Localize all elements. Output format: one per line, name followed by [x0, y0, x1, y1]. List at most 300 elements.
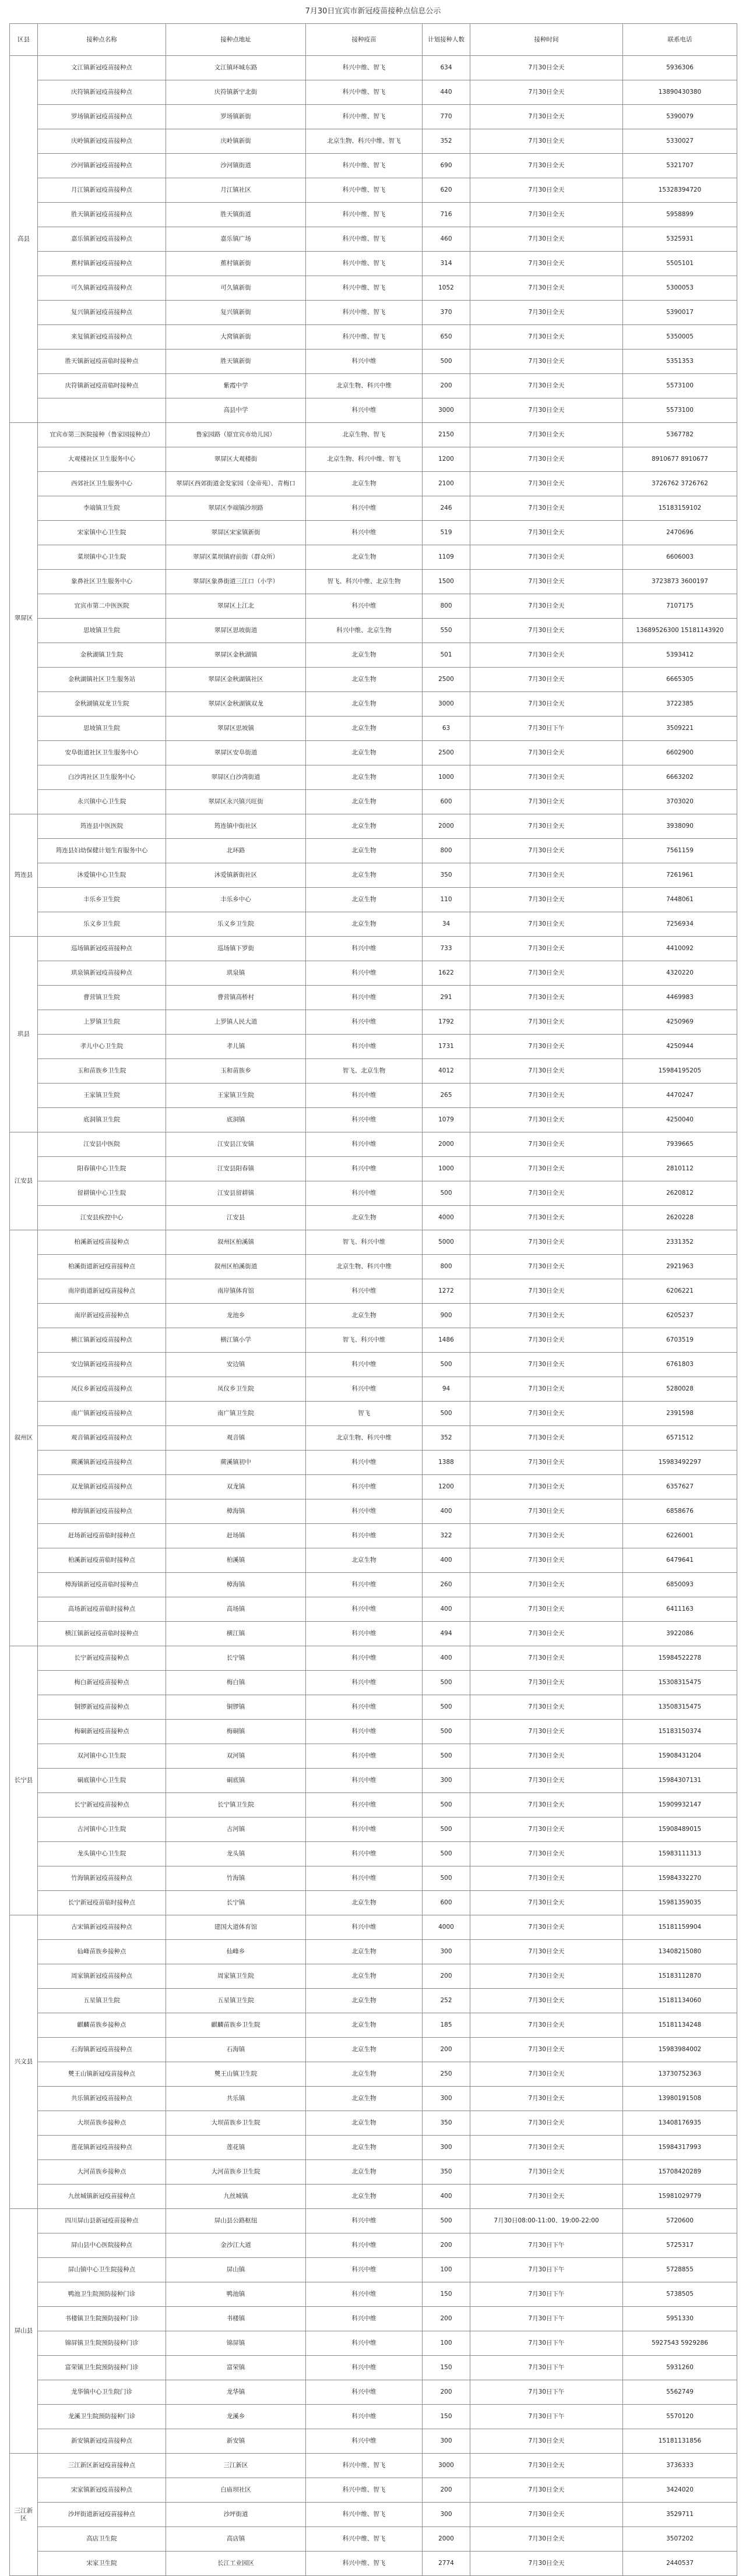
site-address-cell: 乐义乡卫生院	[166, 912, 306, 937]
site-address-cell: 大窝镇新街	[166, 325, 306, 350]
time-cell: 7月30日全天	[470, 912, 623, 937]
planned-count-cell: 2500	[423, 668, 470, 692]
vaccine-cell: 科兴中维	[306, 2429, 423, 2454]
site-name-cell: 赶场新冠疫苗临时接种点	[38, 1524, 166, 1548]
site-name-cell: 金秋湖镇双龙卫生院	[38, 692, 166, 717]
vaccine-cell: 北京生物、科兴中维	[306, 374, 423, 398]
time-cell: 7月30日全天	[470, 2552, 623, 2576]
site-address-cell: 九丝城镇	[166, 2185, 306, 2209]
site-address-cell: 可久镇新街	[166, 276, 306, 301]
planned-count-cell: 500	[423, 1793, 470, 1818]
phone-cell: 3509221	[623, 717, 737, 741]
planned-count-cell: 300	[423, 1769, 470, 1793]
planned-count-cell: 3000	[423, 398, 470, 423]
district-cell: 屏山县	[10, 2209, 38, 2454]
table-row	[10, 521, 737, 545]
planned-count-cell: 400	[423, 1548, 470, 1573]
time-cell: 7月30日全天	[470, 1279, 623, 1304]
planned-count-cell: 634	[423, 56, 470, 80]
phone-cell: 15183112870	[623, 1964, 737, 1989]
time-cell: 7月30日全天	[470, 643, 623, 668]
phone-cell: 5351353	[623, 350, 737, 374]
site-address-cell: 底洞镇	[166, 1108, 306, 1132]
phone-cell: 3723873 3600197	[623, 570, 737, 594]
time-cell: 7月30日全天	[470, 80, 623, 105]
planned-count-cell: 2000	[423, 814, 470, 839]
table-row	[10, 1695, 737, 1720]
vaccine-cell: 科兴中维	[306, 1793, 423, 1818]
table-row	[10, 1866, 737, 1891]
vaccine-cell: 科兴中维、智飞	[306, 2527, 423, 2552]
planned-count-cell: 1000	[423, 1157, 470, 1181]
site-address-cell: 曹营镇高桥村	[166, 986, 306, 1010]
vaccine-cell: 科兴中维、智飞	[306, 2478, 423, 2503]
site-address-cell: 仙峰乡	[166, 1940, 306, 1964]
phone-cell: 5390079	[623, 105, 737, 129]
table-row	[10, 2087, 737, 2111]
vaccine-cell: 科兴中维	[306, 2307, 423, 2331]
planned-count-cell: 519	[423, 521, 470, 545]
phone-cell: 15983492297	[623, 1451, 737, 1475]
time-cell: 7月30日全天	[470, 545, 623, 570]
time-cell: 7月30日全天	[470, 496, 623, 521]
header-planned-count: 计划接种人数	[423, 24, 470, 56]
site-name-cell: 蕨溪镇新冠疫苗接种点	[38, 1451, 166, 1475]
time-cell: 7月30日全天	[470, 1402, 623, 1426]
site-address-cell: 高店镇	[166, 2527, 306, 2552]
phone-cell: 3722385	[623, 692, 737, 717]
table-row	[10, 741, 737, 765]
site-name-cell: 樟海镇新冠疫苗接种点	[38, 1499, 166, 1524]
phone-cell: 2440537	[623, 2552, 737, 2576]
phone-cell: 5280028	[623, 1377, 737, 1402]
site-name-cell: 莲花镇新冠疫苗接种点	[38, 2136, 166, 2160]
planned-count-cell: 1052	[423, 276, 470, 301]
site-name-cell: 书楼镇卫生院预防接种门诊	[38, 2307, 166, 2331]
phone-cell: 7448061	[623, 888, 737, 912]
site-name-cell: 九丝城镇新冠疫苗接种点	[38, 2185, 166, 2209]
table-row	[10, 1328, 737, 1353]
phone-cell: 15981029779	[623, 2185, 737, 2209]
phone-cell: 6665305	[623, 668, 737, 692]
planned-count-cell: 770	[423, 105, 470, 129]
table-row	[10, 1059, 737, 1084]
site-name-cell: 乐义乡卫生院	[38, 912, 166, 937]
table-row	[10, 692, 737, 717]
table-row	[10, 1132, 737, 1157]
site-name-cell: 永兴镇中心卫生院	[38, 790, 166, 814]
site-address-cell: 共乐镇	[166, 2087, 306, 2111]
vaccine-cell: 北京生物	[306, 545, 423, 570]
table-row	[10, 1084, 737, 1108]
table-row	[10, 2478, 737, 2503]
site-address-cell: 翠屏区李端镇沙坝路	[166, 496, 306, 521]
time-cell: 7月30日08:00-11:00、19:00-22:00	[470, 2209, 623, 2233]
vaccine-cell: 科兴中维	[306, 1132, 423, 1157]
site-address-cell: 书楼镇	[166, 2307, 306, 2331]
table-row	[10, 888, 737, 912]
planned-count-cell: 350	[423, 2160, 470, 2185]
phone-cell: 5562749	[623, 2380, 737, 2405]
site-address-cell: 蕉村镇新街	[166, 252, 306, 276]
site-name-cell: 文江镇新冠疫苗接种点	[38, 56, 166, 80]
phone-cell: 4250944	[623, 1035, 737, 1059]
phone-cell: 5570120	[623, 2405, 737, 2429]
table-row	[10, 2111, 737, 2136]
vaccine-cell: 科兴中维、智飞	[306, 80, 423, 105]
table-row	[10, 1989, 737, 2013]
phone-cell: 3922086	[623, 1622, 737, 1646]
time-cell: 7月30日全天	[470, 1940, 623, 1964]
time-cell: 7月30日全天	[470, 2478, 623, 2503]
planned-count-cell: 500	[423, 1353, 470, 1377]
time-cell: 7月30日全天	[470, 2503, 623, 2527]
site-name-cell: 李端镇卫生院	[38, 496, 166, 521]
planned-count-cell: 500	[423, 1181, 470, 1206]
phone-cell: 15181131856	[623, 2429, 737, 2454]
table-row	[10, 1720, 737, 1744]
planned-count-cell: 1109	[423, 545, 470, 570]
site-name-cell: 阳春镇中心卫生院	[38, 1157, 166, 1181]
planned-count-cell: 620	[423, 178, 470, 203]
site-name-cell: 庆符镇新冠疫苗接种点	[38, 80, 166, 105]
vaccine-cell: 智飞	[306, 1402, 423, 1426]
time-cell: 7月30日全天	[470, 2160, 623, 2185]
planned-count-cell: 265	[423, 1084, 470, 1108]
time-cell: 7月30日全天	[470, 521, 623, 545]
district-cell: 筠连县	[10, 814, 38, 937]
vaccine-cell: 北京生物	[306, 1206, 423, 1230]
time-cell: 7月30日全天	[470, 1573, 623, 1597]
vaccine-cell: 科兴中维	[306, 350, 423, 374]
site-address-cell: 龙池乡	[166, 1304, 306, 1328]
planned-count-cell: 1622	[423, 961, 470, 986]
table-row	[10, 325, 737, 350]
time-cell: 7月30日全天	[470, 1744, 623, 1769]
site-name-cell: 大坝苗族乡接种点	[38, 2111, 166, 2136]
phone-cell: 6703519	[623, 1328, 737, 1353]
site-name-cell: 西郊社区卫生服务中心	[38, 472, 166, 496]
site-address-cell: 大坝苗族乡卫生院	[166, 2111, 306, 2136]
planned-count-cell: 600	[423, 790, 470, 814]
vaccine-cell: 北京生物、科兴中维	[306, 1426, 423, 1451]
site-address-cell: 龙溪乡	[166, 2405, 306, 2429]
district-cell: 叙州区	[10, 1230, 38, 1646]
phone-cell: 5393412	[623, 643, 737, 668]
planned-count-cell: 500	[423, 1818, 470, 1842]
vaccine-cell: 科兴中维	[306, 2282, 423, 2307]
site-name-cell: 思坡镇卫生院	[38, 619, 166, 643]
site-name-cell: 锦屏镇卫生院预防接种门诊	[38, 2331, 166, 2356]
site-name-cell: 象鼻社区卫生服务中心	[38, 570, 166, 594]
site-name-cell: 王家镇卫生院	[38, 1084, 166, 1108]
vaccine-cell: 北京生物	[306, 643, 423, 668]
site-name-cell: 南岸新冠疫苗接种点	[38, 1304, 166, 1328]
time-cell: 7月30日全天	[470, 1818, 623, 1842]
table-row	[10, 986, 737, 1010]
time-cell: 7月30日全天	[470, 1377, 623, 1402]
time-cell: 7月30日全天	[470, 594, 623, 619]
phone-cell: 5330027	[623, 129, 737, 154]
site-address-cell: 翠屏区大观楼街	[166, 447, 306, 472]
planned-count-cell: 690	[423, 154, 470, 178]
site-address-cell: 双河镇	[166, 1744, 306, 1769]
site-name-cell: 沐爱镇中心卫生院	[38, 863, 166, 888]
table-row	[10, 765, 737, 790]
site-name-cell: 沙河镇新冠疫苗接种点	[38, 154, 166, 178]
phone-cell: 2620228	[623, 1206, 737, 1230]
table-row	[10, 2013, 737, 2038]
vaccine-cell: 北京生物	[306, 2136, 423, 2160]
site-name-cell: 庆符镇新冠疫苗临时接种点	[38, 374, 166, 398]
table-row	[10, 227, 737, 252]
planned-count-cell: 600	[423, 1891, 470, 1915]
site-address-cell: 高场镇	[166, 1597, 306, 1622]
planned-count-cell: 1500	[423, 570, 470, 594]
phone-cell: 4410092	[623, 937, 737, 961]
vaccine-cell: 科兴中维、智飞	[306, 56, 423, 80]
vaccine-cell: 科兴中维、智飞	[306, 2503, 423, 2527]
vaccine-cell: 科兴中维、智飞	[306, 154, 423, 178]
planned-count-cell: 200	[423, 2478, 470, 2503]
vaccine-cell: 科兴中维	[306, 1377, 423, 1402]
phone-cell: 4250969	[623, 1010, 737, 1035]
phone-cell: 4250040	[623, 1108, 737, 1132]
time-cell: 7月30日全天	[470, 398, 623, 423]
site-name-cell: 富荣镇卫生院预防接种门诊	[38, 2356, 166, 2380]
site-address-cell: 柏溪镇	[166, 1548, 306, 1573]
planned-count-cell: 1731	[423, 1035, 470, 1059]
time-cell: 7月30日全天	[470, 203, 623, 227]
table-row	[10, 1597, 737, 1622]
site-name-cell: 观音镇新冠疫苗接种点	[38, 1426, 166, 1451]
table-row	[10, 1230, 737, 1255]
planned-count-cell: 400	[423, 1597, 470, 1622]
table-row	[10, 1304, 737, 1328]
planned-count-cell: 350	[423, 2111, 470, 2136]
table-row	[10, 423, 737, 447]
table-row	[10, 56, 737, 80]
site-address-cell: 富荣镇	[166, 2356, 306, 2380]
site-address-cell: 屏山县公路枢纽	[166, 2209, 306, 2233]
phone-cell: 5738505	[623, 2282, 737, 2307]
vaccine-cell: 科兴中维	[306, 1597, 423, 1622]
site-name-cell: 长宁新冠疫苗接种点	[38, 1646, 166, 1671]
time-cell: 7月30日全天	[470, 1230, 623, 1255]
phone-cell: 15183159102	[623, 496, 737, 521]
site-name-cell: 宜宾市第三医院接种（鲁家园接种点）	[38, 423, 166, 447]
site-address-cell: 北环路	[166, 839, 306, 863]
site-address-cell: 横江镇	[166, 1622, 306, 1646]
table-row	[10, 154, 737, 178]
site-address-cell: 龙华镇	[166, 2380, 306, 2405]
district-cell: 长宁县	[10, 1646, 38, 1915]
site-address-cell: 硐底镇	[166, 1769, 306, 1793]
table-row	[10, 937, 737, 961]
vaccine-cell: 北京生物	[306, 2062, 423, 2087]
table-row	[10, 276, 737, 301]
planned-count-cell: 500	[423, 350, 470, 374]
planned-count-cell: 400	[423, 1646, 470, 1671]
planned-count-cell: 500	[423, 1671, 470, 1695]
phone-cell: 15984317993	[623, 2136, 737, 2160]
phone-cell: 3424020	[623, 2478, 737, 2503]
vaccine-cell: 科兴中维	[306, 1866, 423, 1891]
site-address-cell: 长宁镇	[166, 1891, 306, 1915]
table-row	[10, 912, 737, 937]
site-address-cell: 竹海镇	[166, 1866, 306, 1891]
time-cell: 7月30日全天	[470, 129, 623, 154]
site-address-cell: 麒麟苗族乡卫生院	[166, 2013, 306, 2038]
site-address-cell: 紫霞中学	[166, 374, 306, 398]
vaccine-cell: 智飞、科兴中维	[306, 1328, 423, 1353]
phone-cell: 15984332270	[623, 1866, 737, 1891]
site-name-cell: 梅硐新冠疫苗接种点	[38, 1720, 166, 1744]
site-name-cell: 菜坝镇中心卫生院	[38, 545, 166, 570]
site-address-cell: 月江镇社区	[166, 178, 306, 203]
phone-cell: 6571512	[623, 1426, 737, 1451]
site-address-cell: 胜天镇新街	[166, 350, 306, 374]
planned-count-cell: 322	[423, 1524, 470, 1548]
vaccine-cell: 科兴中维	[306, 961, 423, 986]
time-cell: 7月30日全天	[470, 447, 623, 472]
vaccine-cell: 科兴中维	[306, 1720, 423, 1744]
table-row	[10, 2233, 737, 2258]
site-address-cell: 长宁镇	[166, 1646, 306, 1671]
time-cell: 7月30日全天	[470, 2038, 623, 2062]
site-address-cell: 沙河镇街道	[166, 154, 306, 178]
planned-count-cell: 150	[423, 2405, 470, 2429]
planned-count-cell: 2150	[423, 423, 470, 447]
planned-count-cell: 100	[423, 2258, 470, 2282]
planned-count-cell: 400	[423, 1499, 470, 1524]
site-address-cell: 文江镇环城东路	[166, 56, 306, 80]
vaccine-cell: 北京生物	[306, 814, 423, 839]
site-address-cell: 三江新区	[166, 2454, 306, 2478]
time-cell: 7月30日全天	[470, 252, 623, 276]
table-row	[10, 2429, 737, 2454]
phone-cell: 6411163	[623, 1597, 737, 1622]
phone-cell: 13980191508	[623, 2087, 737, 2111]
site-name-cell	[38, 398, 166, 423]
vaccine-cell: 科兴中维	[306, 986, 423, 1010]
site-address-cell: 梅白镇	[166, 1671, 306, 1695]
planned-count-cell: 300	[423, 2087, 470, 2111]
vaccine-cell: 北京生物	[306, 2185, 423, 2209]
phone-cell: 15181134060	[623, 1989, 737, 2013]
time-cell: 7月30日全天	[470, 668, 623, 692]
time-cell: 7月30日全天	[470, 1084, 623, 1108]
vaccine-cell: 科兴中维	[306, 1695, 423, 1720]
planned-count-cell: 460	[423, 227, 470, 252]
phone-cell: 5350005	[623, 325, 737, 350]
site-address-cell: 翠屏区金秋湖镇双龙	[166, 692, 306, 717]
header-vaccine: 接种疫苗	[306, 24, 423, 56]
site-address-cell: 鲁家园路（原宜宾市幼儿园）	[166, 423, 306, 447]
table-row	[10, 398, 737, 423]
time-cell: 7月30日全天	[470, 1866, 623, 1891]
site-name-cell: 玉和苗族乡卫生院	[38, 1059, 166, 1084]
planned-count-cell: 314	[423, 252, 470, 276]
table-row	[10, 178, 737, 203]
site-name-cell: 四川屏山县新冠疫苗接种点	[38, 2209, 166, 2233]
vaccine-cell: 北京生物	[306, 1891, 423, 1915]
phone-cell: 15984522278	[623, 1646, 737, 1671]
table-row	[10, 2307, 737, 2331]
site-name-cell: 长宁新冠疫苗接种点	[38, 1793, 166, 1818]
vaccine-cell: 科兴中维	[306, 2209, 423, 2233]
time-cell: 7月30日全天	[470, 227, 623, 252]
time-cell: 7月30日全天	[470, 301, 623, 325]
planned-count-cell: 1200	[423, 447, 470, 472]
planned-count-cell: 400	[423, 2185, 470, 2209]
planned-count-cell: 4012	[423, 1059, 470, 1084]
time-cell: 7月30日下午	[470, 2331, 623, 2356]
phone-cell: 6226001	[623, 1524, 737, 1548]
time-cell: 7月30日全天	[470, 1915, 623, 1940]
site-name-cell: 安边镇新冠疫苗接种点	[38, 1353, 166, 1377]
planned-count-cell: 300	[423, 2429, 470, 2454]
time-cell: 7月30日全天	[470, 2136, 623, 2160]
phone-cell: 2620812	[623, 1181, 737, 1206]
table-row	[10, 1206, 737, 1230]
vaccine-cell: 科兴中维	[306, 1671, 423, 1695]
vaccine-cell: 科兴中维	[306, 2356, 423, 2380]
planned-count-cell: 1200	[423, 1475, 470, 1499]
planned-count-cell: 150	[423, 2356, 470, 2380]
site-address-cell: 筠连镇中街社区	[166, 814, 306, 839]
table-row	[10, 1157, 737, 1181]
site-address-cell: 江安县阳春镇	[166, 1157, 306, 1181]
planned-count-cell: 100	[423, 2331, 470, 2356]
planned-count-cell: 1272	[423, 1279, 470, 1304]
planned-count-cell: 1792	[423, 1010, 470, 1035]
site-name-cell: 梅白新冠疫苗接种点	[38, 1671, 166, 1695]
time-cell: 7月30日全天	[470, 2111, 623, 2136]
vaccine-cell: 北京生物、智飞	[306, 423, 423, 447]
time-cell: 7月30日全天	[470, 1304, 623, 1328]
time-cell: 7月30日全天	[470, 1059, 623, 1084]
site-address-cell: 翠屏区金秋湖镇社区	[166, 668, 306, 692]
planned-count-cell: 63	[423, 717, 470, 741]
time-cell: 7月30日全天	[470, 1010, 623, 1035]
phone-cell: 7107175	[623, 594, 737, 619]
planned-count-cell: 1000	[423, 765, 470, 790]
time-cell: 7月30日全天	[470, 692, 623, 717]
planned-count-cell: 733	[423, 937, 470, 961]
table-row	[10, 1426, 737, 1451]
time-cell: 7月30日全天	[470, 1548, 623, 1573]
time-cell: 7月30日全天	[470, 1524, 623, 1548]
vaccine-cell: 科兴中维、智飞	[306, 178, 423, 203]
phone-cell: 15984195205	[623, 1059, 737, 1084]
district-cell: 珙县	[10, 937, 38, 1132]
site-name-cell: 胜天镇新冠疫苗接种点	[38, 203, 166, 227]
site-name-cell: 月江镇新冠疫苗接种点	[38, 178, 166, 203]
time-cell: 7月30日全天	[470, 1720, 623, 1744]
table-row	[10, 668, 737, 692]
site-name-cell: 共乐镇新冠疫苗接种点	[38, 2087, 166, 2111]
time-cell: 7月30日全天	[470, 154, 623, 178]
site-address-cell: 翠屏区思坡镇	[166, 717, 306, 741]
phone-cell: 5573100	[623, 374, 737, 398]
planned-count-cell: 350	[423, 863, 470, 888]
table-body	[10, 56, 737, 2576]
site-name-cell: 仙峰苗族乡接种点	[38, 1940, 166, 1964]
vaccine-cell: 科兴中维	[306, 2331, 423, 2356]
planned-count-cell: 2774	[423, 2552, 470, 2576]
vaccine-cell: 科兴中维	[306, 1353, 423, 1377]
